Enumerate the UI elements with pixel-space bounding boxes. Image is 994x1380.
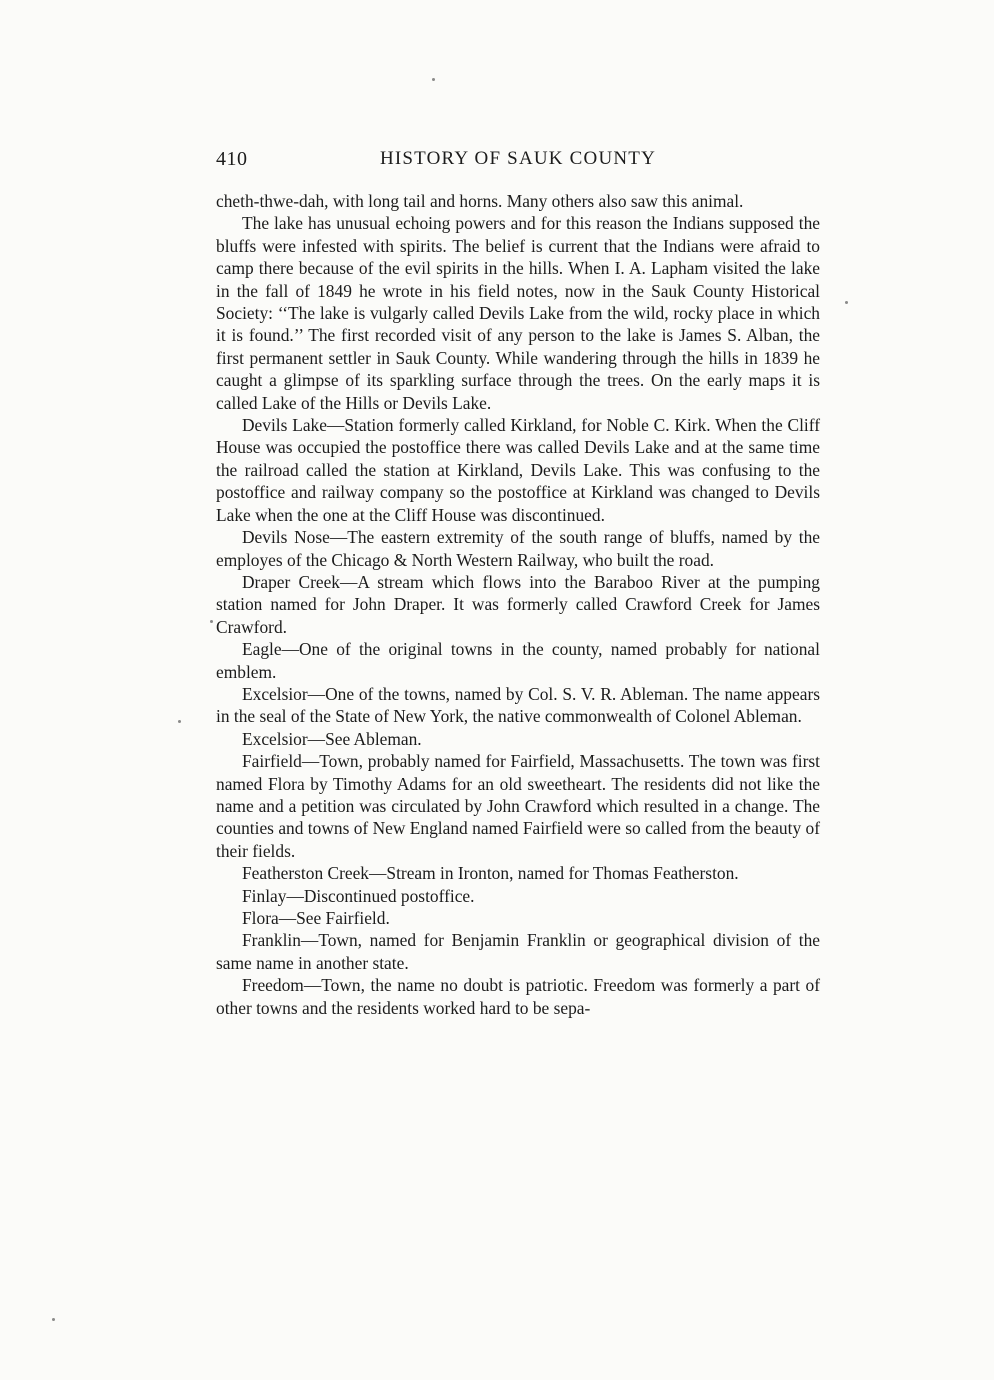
scan-speck (52, 1318, 55, 1321)
entry-finlay: Finlay—Discontinued postoffice. (242, 885, 475, 906)
entry-eagle: Eagle—One of the original towns in the county, named probably for national emblem. (216, 639, 820, 682)
scan-speck (210, 620, 213, 623)
running-title: HISTORY OF SAUK COUNTY (379, 148, 657, 169)
body-text (216, 190, 820, 1019)
entry-fairfield: Fairfield—Town, probably named for Fairfield, Massachusetts. The town was first named Flora by Timothy Adams for an old sweetheart. The residents did not like the name and a petition was circulated by John Crawford which resulted in a change. The counties and towns of New England named Fairfield were so called from the beauty of their fields. (216, 751, 820, 861)
entry-franklin: Franklin—Town, named for Benjamin Franklin or geographical division of the same name in another state. (216, 930, 820, 973)
entry-excelsior: Excelsior—One of the towns, named by Col. S. V. R. Ableman. The name appears in the seal of the State of New York, the native commonwealth of Colonel Ableman. (216, 683, 820, 727)
page-header (216, 148, 820, 178)
entry-excelsior-see: Excelsior—See Ableman. (242, 728, 422, 749)
scan-speck (178, 720, 181, 723)
scan-speck (845, 301, 848, 304)
entry-featherston-creek: Featherston Creek—Stream in Ironton, named for Thomas Featherston. (242, 863, 739, 884)
paragraph-continuation: cheth-thwe-dah, with long tail and horns. Many others also saw this animal. (216, 191, 744, 211)
page-number: 410 (216, 148, 248, 170)
paragraph-devils-lake-echo: The lake has unusual echoing powers and for this reason the Indians supposed the bluffs were infested with spirits. The belief is current that the Indians were afraid to camp there because of the evil spirits in the hills. When I. A. Lapham visited the lake in the fall of 1849 he wrote in his field notes, now in the Sauk County Historical Society: ‘‘The lake is vulgarly called Devils Lake from the wild, rocky place in which it is found.’’ The first recorded visit of any person to the lake is James S. Alban, the first permanent settler in Sauk County. While wandering through the hills in 1839 he caught a glimpse of its sparkling surface through the trees. On the early maps it is called Lake of the Hills or Devils Lake. (216, 213, 820, 413)
entry-devils-nose: Devils Nose—The eastern extremity of the south range of bluffs, named by the employes of the Chicago & North Western Railway, who built the road. (216, 527, 820, 570)
entry-devils-lake-station: Devils Lake—Station formerly called Kirkland, for Noble C. Kirk. When the Cliff House was occupied the postoffice there was called Devils Lake and at the same time the railroad called the station at Kirkland, Devils Lake. This was confusing to the postoffice and railway company so the postoffice at Kirkland was changed to Devils Lake when the one at the Cliff House was discontinued. (216, 415, 820, 525)
entry-draper-creek: Draper Creek—A stream which flows into the Baraboo River at the pumping station named for John Draper. It was formerly called Crawford Creek for James Crawford. (216, 571, 820, 637)
entry-flora: Flora—See Fairfield. (242, 908, 390, 928)
entry-freedom: Freedom—Town, the name no doubt is patriotic. Freedom was formerly a part of other towns and the residents worked hard to be sepa- (216, 975, 820, 1018)
scan-speck (432, 78, 435, 81)
